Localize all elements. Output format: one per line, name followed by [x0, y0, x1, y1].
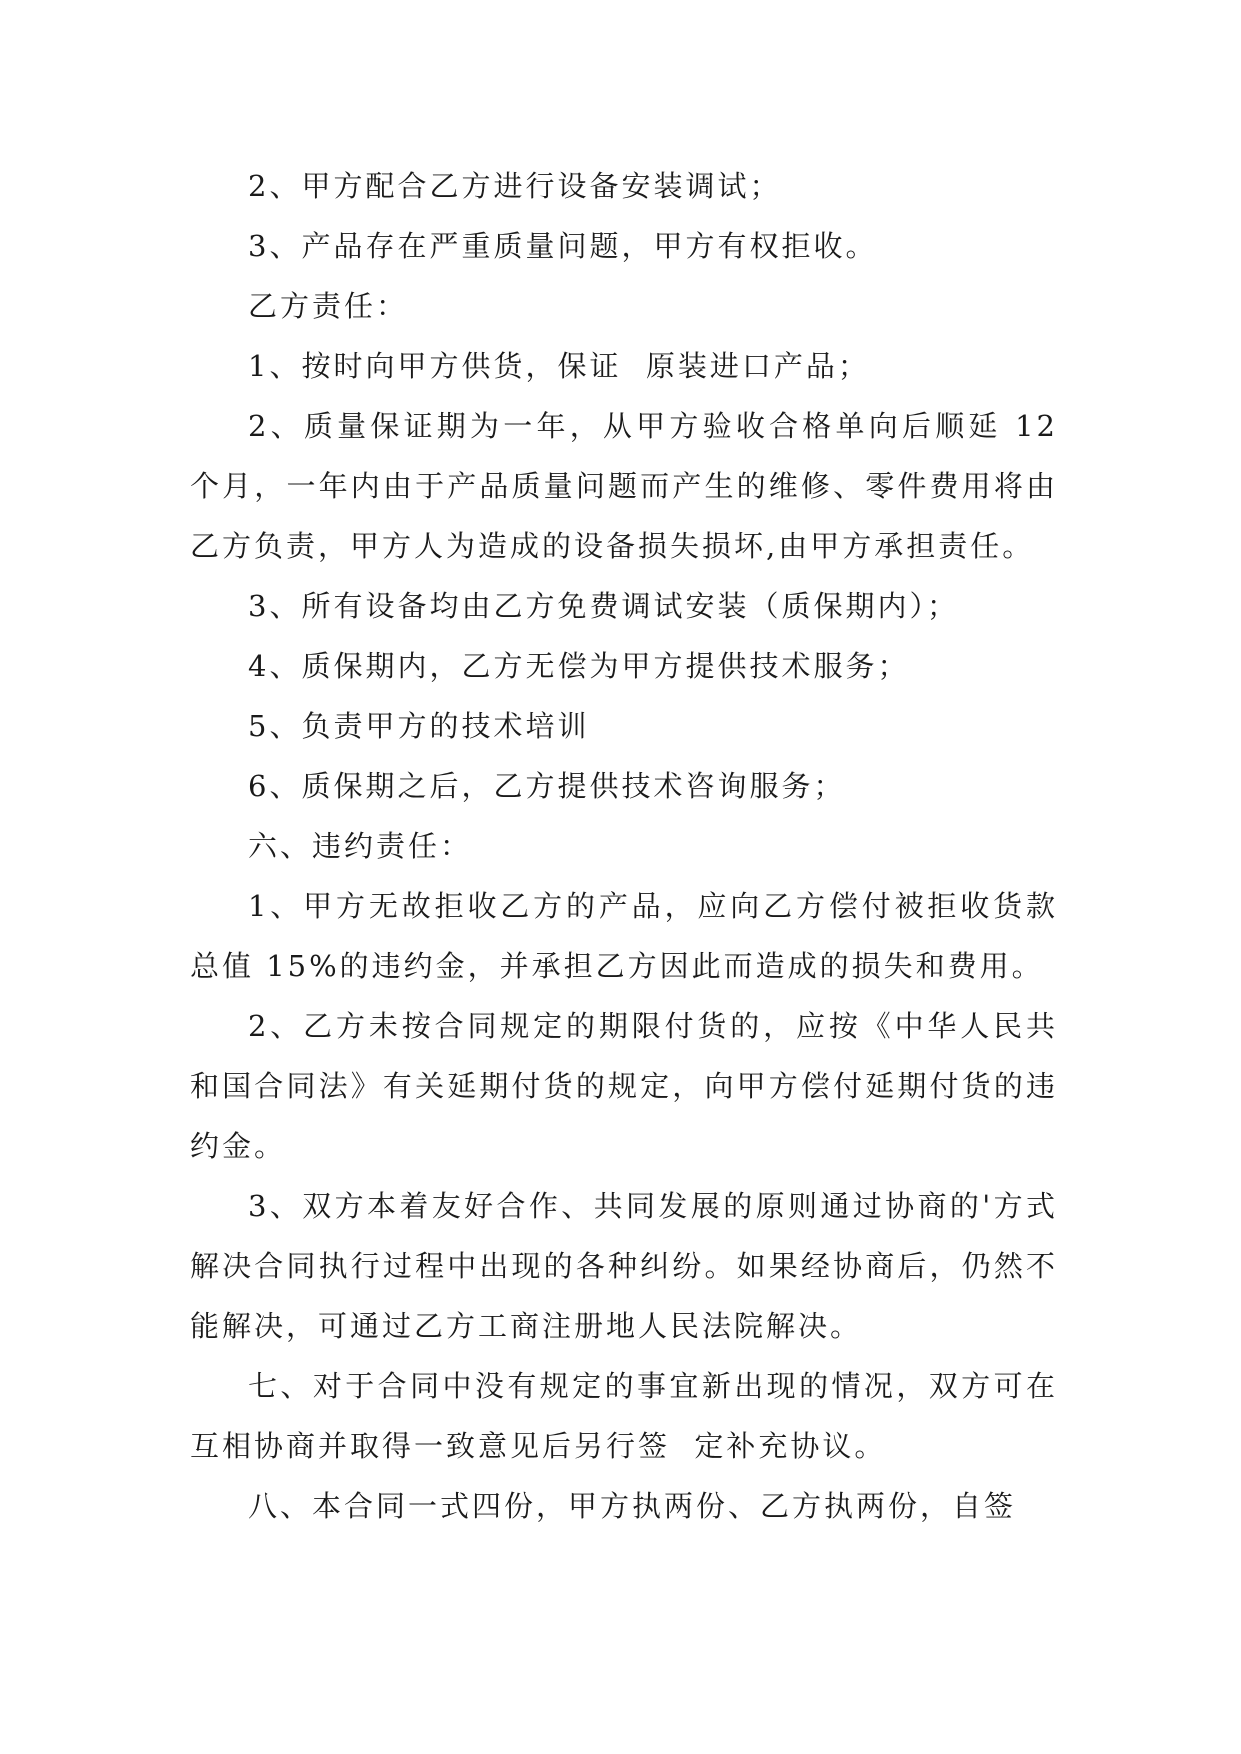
paragraph-party-b-warranty: 2、质量保证期为一年，从甲方验收合格单向后顺延 12 个月，一年内由于产品质量问题而产生的维修、零件费用将由乙方负责，甲方人为造成的设备损失损坏,由甲方承担责任。: [190, 409, 1071, 563]
paragraph-dispute-resolution: 3、双方本着友好合作、共同发展的原则通过协商的'方式解决合同执行过程中出现的各种纠纷。如果经协商后，仍然不能解决，可通过乙方工商注册地人民法院解决。: [190, 1189, 1058, 1343]
paragraph-party-b-installation: 3、所有设备均由乙方免费调试安装（质保期内）；: [248, 589, 959, 623]
document-body: [190, 156, 1071, 1536]
paragraph-party-a-reject: 3、产品存在严重质量问题，甲方有权拒收。: [248, 229, 878, 263]
paragraph-party-b-tech-service: 4、质保期内，乙方无偿为甲方提供技术服务；: [248, 649, 910, 683]
paragraph-contract-copies: 八、本合同一式四份，甲方执两份、乙方执两份，自签: [248, 1489, 1017, 1523]
paragraph-party-b-supply: 1、按时向甲方供货，保证 原装进口产品；: [248, 349, 870, 383]
heading-party-b-duties: 乙方责任：: [248, 289, 409, 323]
paragraph-party-b-consulting: 6、质保期之后，乙方提供技术咨询服务；: [248, 769, 846, 803]
paragraph-party-a-install: 2、甲方配合乙方进行设备安装调试；: [248, 169, 782, 203]
paragraph-supplementary-agreement: 七、对于合同中没有规定的事宜新出现的情况，双方可在互相协商并取得一致意见后另行签 定补充协议。: [190, 1369, 1058, 1463]
paragraph-breach-party-b: 2、乙方未按合同规定的期限付货的，应按《中华人民共和国合同法》有关延期付货的规定，向甲方偿付延期付货的违约金。: [190, 1009, 1058, 1163]
heading-breach-liability: 六、违约责任：: [248, 829, 473, 863]
paragraph-party-b-training: 5、负责甲方的技术培训: [248, 709, 590, 743]
paragraph-breach-party-a: 1、甲方无故拒收乙方的产品，应向乙方偿付被拒收货款总值 15%的违约金，并承担乙方因此而造成的损失和费用。: [190, 889, 1058, 983]
